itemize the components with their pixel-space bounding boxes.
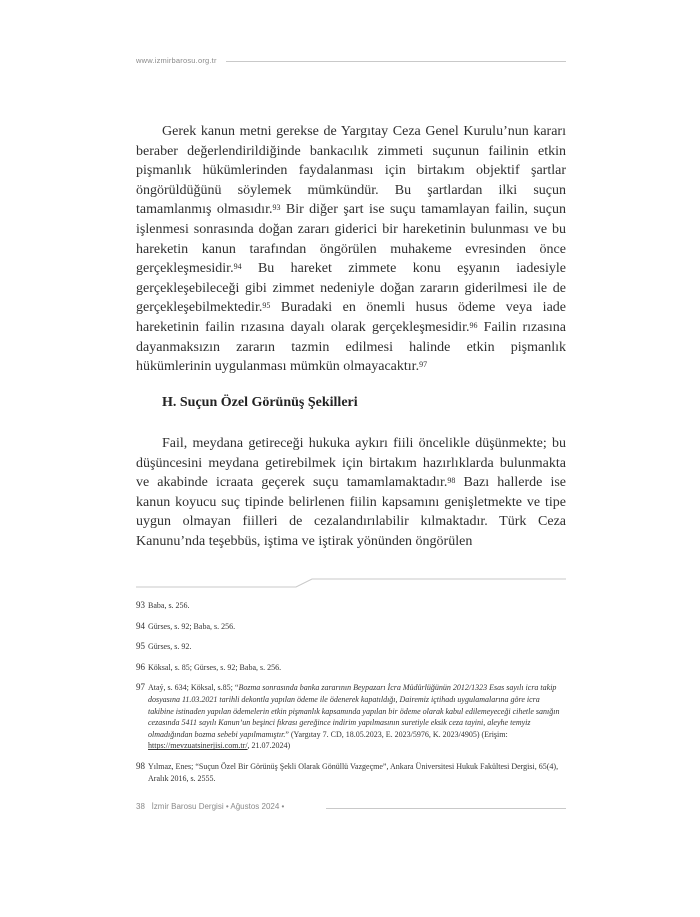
footnote-item xyxy=(136,761,566,784)
footnote-text: Baba, s. 256. xyxy=(148,601,190,610)
footnote-number: 95 xyxy=(136,641,145,652)
footer-rule xyxy=(326,808,566,809)
journal-name: İzmir Barosu Dergisi • Ağustos 2024 • xyxy=(151,802,285,811)
footnote-ref-95[interactable]: 95 xyxy=(262,301,271,311)
footnote-citation: Ataý, s. 634; Köksal, s.85; “ xyxy=(148,683,239,693)
footnote-ref-93[interactable]: 93 xyxy=(272,203,281,213)
paragraph-1-segment: Bir diğer şart ise suçu tamamlayan failin, suçun işlenmesi sonrasında doğan zararı giderici bir hareketinin bulunması ve bu hareketin kanun tarafından öngörülen muhakeme evresinden önce gerçekleşmesidir. xyxy=(136,202,566,277)
paragraph-1-segment: Gerek kanun metni gerekse de Yargıtay Ceza Genel Kurulu’nun kararı beraber değerlendirildiğinde bankacılık zimmeti suçunun failinin etkin pişmanlık hükümlerinden faydalanması için birtakım objektif şartlar öngörüldüğünü söylemek mümkündür. Bu şartlardan ilki suçun tamamlanmış olmasıdır. xyxy=(136,124,566,218)
footnote-text: Yılmaz, Enes; “Suçun Özel Bir Görünüş Şekli Olarak Gönüllü Vazgeçme”, Ankara Üniversitesi Hukuk Fakültesi Dergisi, 65(4), Aralık 2016, s. 2555. xyxy=(148,761,559,783)
paragraph-2-segment: Fail, meydana getireceği hukuka aykırı fiili öncelikle düşünmekte; bu düşüncesini meydana getirebilmek için birtakım hazırlıklarda bulunmakta ve akabinde icraata geçerek suçu tamamlamaktadır. xyxy=(136,436,566,491)
paragraph-2-text xyxy=(136,434,566,552)
page-footer xyxy=(136,802,566,814)
paragraph-1-segment: Failin rızasına dayanmaksızın zararın tazmin edilmesi halinde etkin pişmanlık hükümlerinin uygulanması mümkün olmayacaktır. xyxy=(136,319,566,375)
page-number: 38 xyxy=(136,802,145,811)
paragraph-1-segment: Buradaki en önemli husus ödeme veya iade hareketinin failin rızasına dayalı olarak gerçekleşmesidir. xyxy=(136,300,566,335)
paragraph-1-segment: Bu hareket zimmete konu eşyanın iadesiyle gerçekleşebileceği gibi zimmet nedeniyle doğan zararın giderilmesi ile de gerçekleşebilmektedir. xyxy=(136,261,566,316)
footnote-ref-97[interactable]: 97 xyxy=(419,360,428,370)
footnote-ref-98[interactable]: 98 xyxy=(447,476,456,486)
footer-text xyxy=(136,802,284,811)
footnote-citation: ” (Yargıtay 7. CD, 18.05.2023, E. 2023/5976, K. 2023/4905) (Erişim: xyxy=(285,729,508,739)
page-header xyxy=(136,56,566,68)
footnote-separator xyxy=(136,578,566,588)
footnote-item xyxy=(136,641,566,653)
header-url: www.izmirbarosu.org.tr xyxy=(136,56,217,65)
footnote-quote: Bozma sonrasında banka zararının Beypazarı İcra Müdürlüğünün 2012/1323 Esas sayılı icra takip dosyasına 11.03.2021 tarihli dekontla yapılan ödeme ile ödenerek kapatıldığı, Dairemiz içtihadı uygulamalarına göre icra takibine istinaden yapılan ödemelerin etkin pişmanlık kapsamında yapılan bir ödeme olarak kabul edilemeyeceği cihetle sanığın cezasında 5411 sayılı Kanun’un beşinci fıkrası gereğince indirim yapılmasının suretiyle eksik ceza tayini, aleyhe temyiz olmadığından bozma sebebi yapılmamıştır. xyxy=(148,683,560,739)
footnote-item xyxy=(136,682,566,752)
footnote-number: 96 xyxy=(136,661,145,672)
footnote-item xyxy=(136,621,566,633)
footnote-number: 93 xyxy=(136,600,145,610)
paragraph-1-text xyxy=(136,122,566,377)
footnote-text: Gürses, s. 92; Baba, s. 256. xyxy=(148,621,236,631)
section-heading: H. Suçun Özel Görünüş Şekilleri xyxy=(162,395,358,410)
footnote-link[interactable]: https://mevzuatsinerjisi.com.tr/ xyxy=(148,741,248,751)
footnote-text: Köksal, s. 85; Gürses, s. 92; Baba, s. 256. xyxy=(148,662,282,672)
footnote-number: 97 xyxy=(136,682,145,693)
footnote-citation: , 21.07.2024) xyxy=(247,741,291,751)
footnote-text: Gürses, s. 92. xyxy=(148,642,192,652)
footnote-ref-94[interactable]: 94 xyxy=(233,262,242,272)
header-rule xyxy=(226,61,566,62)
footnote-text xyxy=(148,682,566,752)
footnote-item xyxy=(136,662,566,674)
footnotes xyxy=(136,600,566,793)
paragraph-2-segment: Bazı hallerde ise kanun koyucu suç tipinde belirlenen fiilin kapsamını genişletmekte ve tipe uygun olmayan fiilleri de cezalandırılabilir kılmaktadır. Türk Ceza Kanunu’nda teşebbüs, iştima ve iştirak yönünden öngörülen xyxy=(136,475,566,549)
footnote-number: 94 xyxy=(136,620,145,631)
footnote-item xyxy=(136,600,566,612)
footnote-number: 98 xyxy=(136,760,145,771)
footnote-ref-96[interactable]: 96 xyxy=(469,320,478,330)
paragraph-1 xyxy=(136,122,566,377)
paragraph-2 xyxy=(136,434,566,552)
